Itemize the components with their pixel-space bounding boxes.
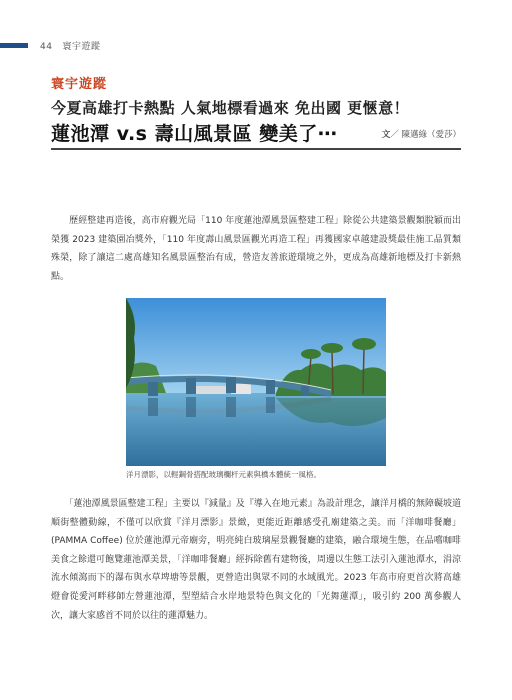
article-subtitle: 今夏高雄打卡熱點 人氣地標看過來 免出國 更愜意！ bbox=[51, 99, 410, 117]
byline bbox=[382, 128, 461, 140]
header-color-bar bbox=[0, 43, 28, 48]
paragraph-2: 「蓮池潭風景區整建工程」主要以『減量』及『導入在地元素』為設計理念，讓洋月橋的無障礙坡道順街整體動線，不僅可以欣賞『洋月漂影』景緻，更能近距離感受孔廟建築之美。而「洋咖啡餐廳」(PAMMA Coffee) 位於蓮池潭元帝廟旁，明亮純白玻璃屋景觀餐廳的建築，融合環境生態，在品嚐咖啡美食之餘還可飽覽蓮池潭美景，「洋咖啡餐廳」經拆除舊有建物後，周邊以生態工法引入蓮池潭水，涓涼流水傾瀉而下的瀑布與水草埤塘等景觀，更營造出與眾不同的水域風光。2023 年高市府更首次將高雄燈會從愛河畔移師左營蓮池潭，型塑結合水岸地景特色與文化的「光舞蓮潭」，吸引約 200 萬參觀人次，讓大家感首不同於以往的蓮潭魅力。 bbox=[51, 499, 461, 621]
article-photo bbox=[126, 298, 386, 466]
photo-caption: 洋月漂影，以輕鋼骨搭配玻璃欄杆元素與橋本體統一風格。 bbox=[126, 470, 321, 479]
byline-label: 文 bbox=[381, 130, 391, 140]
bridge-lake-photo bbox=[126, 298, 386, 466]
page-number: 44 bbox=[40, 42, 53, 52]
paragraph-1: 歷經整建再造後，高市府觀光局「110 年度蓮池潭風景區整建工程」除從公共建築景觀類脫穎而出榮獲 2023 建築園冶獎外，「110 年度壽山風景區觀光再造工程」再獲國家卓越建設獎最佳施工品質類殊榮，除了讓這二處高雄知名風景區整治有成，營造友善旅遊環境之外，更成為高雄新地標及打卡新熱點。 bbox=[51, 216, 461, 282]
running-header-section: 寰宇遊蹤 bbox=[62, 42, 101, 52]
running-header bbox=[40, 39, 101, 52]
section-label: 寰宇遊蹤 bbox=[51, 77, 108, 92]
byline-author: ／ 陳邁綠（愛莎） bbox=[390, 130, 461, 140]
title-divider bbox=[51, 148, 461, 150]
article-title: 蓮池潭 v.s 壽山風景區 變美了⋯ bbox=[51, 123, 338, 145]
